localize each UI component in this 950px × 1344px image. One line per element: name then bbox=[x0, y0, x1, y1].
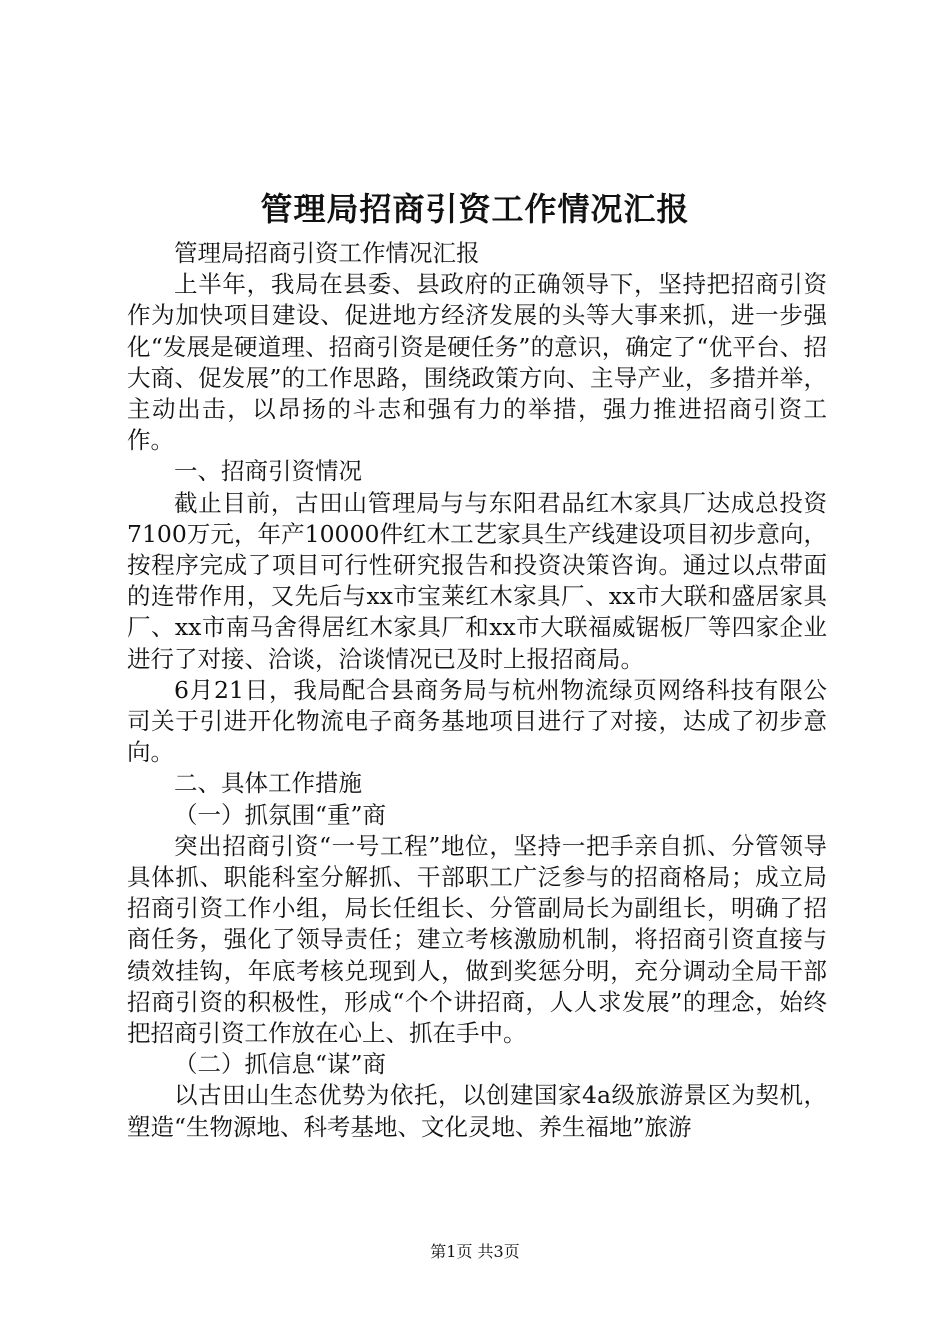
subsection-heading-1: （一）抓氛围“重”商 bbox=[174, 800, 387, 829]
paragraph-subtitle: 管理局招商引资工作情况汇报 bbox=[174, 239, 480, 267]
paragraph-investment-status: 截止目前，古田山管理局与与东阳君品红木家具厂达成总投资7100万元，年产10000件红木工艺家具生产线建设项目初步意向，按程序完成了项目可行性研究报告和投资决策咨询。通过以点带面的连带作用，又先后与xx市宝莱红木家具厂、xx市大联和盛居家具厂、xx市南马舍得居红木家具厂和xx市大联福威锯板厂等四家企业进行了对接、洽谈，洽谈情况已及时上报招商局。 bbox=[127, 488, 827, 673]
paragraph-atmosphere: 突出招商引资“一号工程”地位，坚持一把手亲自抓、分管领导具体抓、职能科室分解抓、干部职工广泛参与的招商格局；成立局招商引资工作小组，局长任组长、分管副局长为副组长，明确了招商任务，强化了领导责任；建立考核激励机制，将招商引资直接与绩效挂钩，年底考核兑现到人，做到奖惩分明，充分调动全局干部招商引资的积极性，形成“个个讲招商，人人求发展”的理念，始终把招商引资工作放在心上、抓在手中。 bbox=[127, 831, 827, 1048]
paragraph-june-21: 6月21日，我局配合县商务局与杭州物流绿页网络科技有限公司关于引进开化物流电子商务基地项目进行了对接，达成了初步意向。 bbox=[127, 675, 827, 767]
subsection-heading-2: （二）抓信息“谋”商 bbox=[174, 1050, 387, 1079]
document-title: 管理局招商引资工作情况汇报 bbox=[260, 190, 690, 228]
document-body bbox=[127, 238, 827, 1143]
page-footer: 第1页 共3页 bbox=[430, 1242, 520, 1261]
paragraph-intro: 上半年，我局在县委、县政府的正确领导下，坚持把招商引资作为加快项目建设、促进地方经济发展的头等大事来抓，进一步强化“发展是硬道理、招商引资是硬任务”的意识，确定了“优平台、招大商、促发展”的工作思路，围绕政策方向、主导产业，多措并举，主动出击，以昂扬的斗志和强有力的举措，强力推进招商引资工作。 bbox=[127, 270, 827, 455]
section-heading-1: 一、招商引资情况 bbox=[174, 457, 362, 486]
section-heading-2: 二、具体工作措施 bbox=[174, 769, 362, 798]
paragraph-information: 以古田山生态优势为依托，以创建国家4a级旅游景区为契机，塑造“生物源地、科考基地、文化灵地、养生福地”旅游 bbox=[127, 1081, 827, 1141]
